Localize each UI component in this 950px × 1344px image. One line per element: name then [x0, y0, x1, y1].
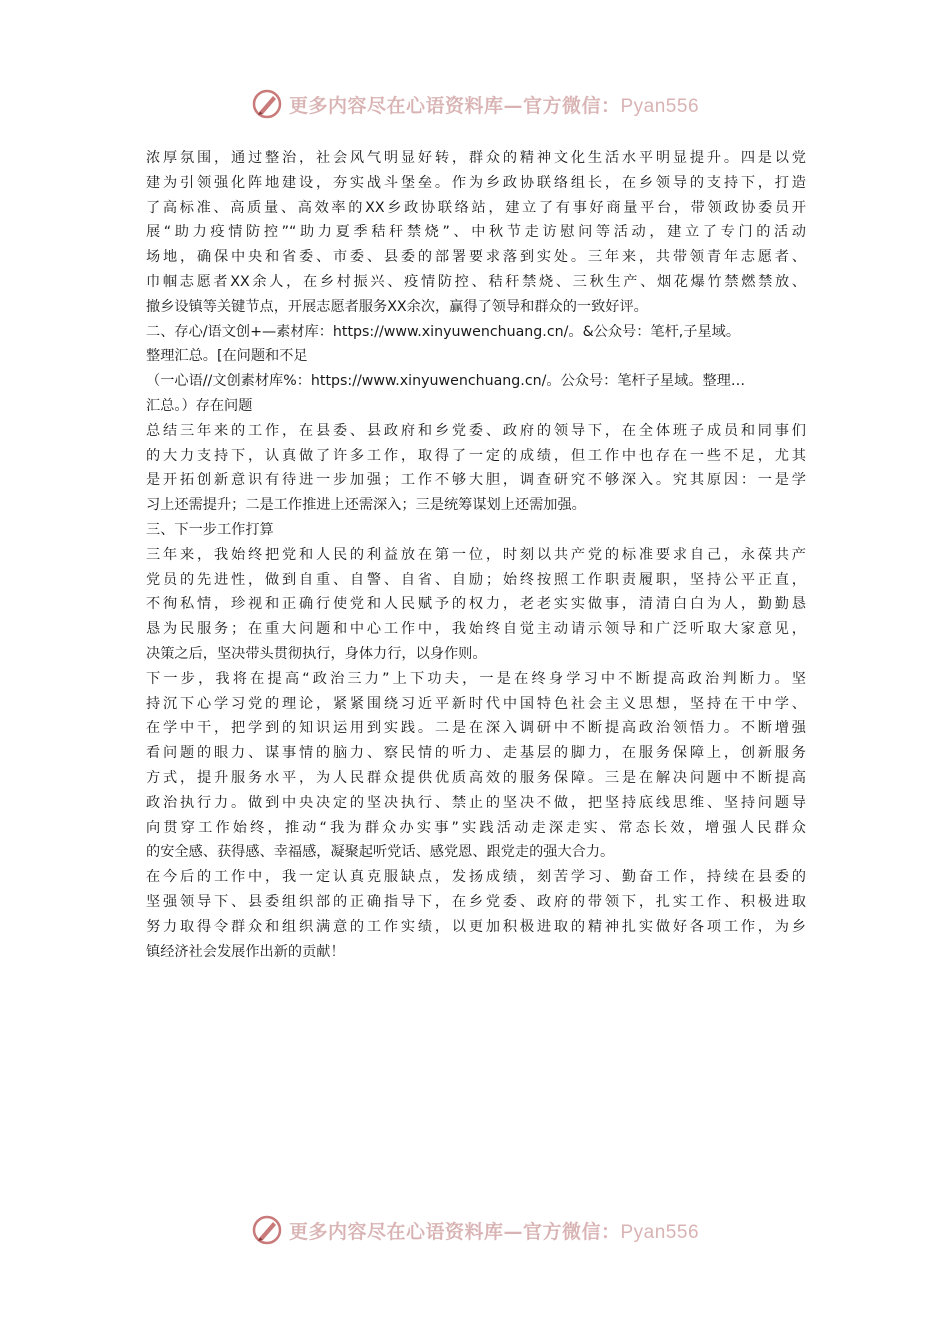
pen-logo-icon	[251, 88, 283, 120]
text-line: 方式，提升服务水平，为人民群众提供优质高效的服务保障。三是在解决问题中不断提高	[146, 769, 806, 786]
text-line: 不徇私情，珍视和正确行使党和人民赋予的权力，老老实实做事，清清白白为人，勤勤恳	[146, 596, 806, 613]
text-line: 浓厚氛围，通过整治，社会风气明显好转，群众的精神文化生活水平明显提升。四是以党	[146, 150, 806, 166]
text-line: 建为引领强化阵地建设，夯实战斗堡垒。作为乡政协联络组长，在乡领导的支持下，打造	[146, 174, 806, 191]
text-line: （一心语//文创素材库%：https://www.xinyuwenchuang.cn/。公众号：笔杆子星域。整理…	[146, 373, 746, 390]
header-banner	[0, 84, 950, 124]
header-banner-handle: Pyan556	[620, 95, 700, 117]
text-line: 看问题的眼力、谋事情的脑力、察民情的听力、走基层的脚力，在服务保障上，创新服务	[146, 745, 806, 762]
footer-banner-text	[289, 1217, 699, 1244]
text-line: 的安全感、获得感、幸福感，凝聚起听党话、感党恩、跟党走的强大合力。	[146, 844, 615, 861]
text-line: 巾帼志愿者XX余人，在乡村振兴、疫情防控、秸秆禁烧、三秋生产、烟花爆竹禁燃禁放、	[146, 273, 806, 290]
text-line: 党员的先进性，做到自重、自警、自省、自励；始终按照工作职责履职，坚持公平正直，	[146, 571, 806, 588]
text-line: 总结三年来的工作，在县委、县政府和乡党委、政府的领导下，在全体班子成员和同事们	[146, 422, 806, 439]
text-line: 持沉下心学习党的理论，紧紧围绕习近平新时代中国特色社会主义思想，坚持在干中学、	[146, 695, 806, 712]
text-line: 三、下一步工作打算	[146, 521, 274, 538]
text-line: 的大力支持下，认真做了许多工作，取得了一定的成绩，但工作中也存在一些不足，尤其	[146, 447, 806, 464]
text-line: 整理汇总。[在问题和不足	[146, 348, 308, 365]
text-line: 向贯穿工作始终，推动“我为群众办实事”实践活动走深走实、常态长效，增强人民群众	[146, 819, 806, 836]
text-line: 坚强领导下、县委组织部的正确指导下，在乡党委、政府的带领下，扎实工作、积极进取	[146, 893, 806, 910]
text-line: 汇总。）存在问题	[146, 397, 253, 414]
text-line: 在今后的工作中，我一定认真克服缺点，发扬成绩，刻苦学习、勤奋工作，持续在县委的	[146, 869, 806, 886]
header-banner-text	[289, 91, 699, 118]
document-body	[146, 146, 806, 964]
footer-banner-sub: 官方微信：	[522, 1220, 621, 1243]
header-banner-sub: 官方微信：	[522, 94, 621, 117]
pen-logo-icon	[251, 1214, 283, 1246]
text-line: 展“助力疫情防控”“助力夏季秸秆禁烧”、中秋节走访慰问等活动，建立了专门的活动	[146, 224, 806, 241]
header-banner-main: 更多内容尽在心语资料库—	[288, 94, 523, 117]
text-line: 了高标准、高质量、高效率的XX乡政协联络站，建立了有事好商量平台，带领政协委员开	[146, 199, 806, 216]
text-line: 三年来，我始终把党和人民的利益放在第一位，时刻以共产党的标准要求自己，永葆共产	[146, 546, 806, 563]
footer-banner-handle: Pyan556	[620, 1221, 700, 1243]
text-line: 场地，确保中央和省委、市委、县委的部署要求落到实处。三年来，共带领青年志愿者、	[146, 249, 806, 266]
text-line: 习上还需提升；二是工作推进上还需深入；三是统筹谋划上还需加强。	[146, 497, 586, 514]
footer-banner-main: 更多内容尽在心语资料库—	[288, 1220, 523, 1243]
footer-banner	[0, 1210, 950, 1250]
text-line: 撤乡设镇等关键节点，开展志愿者服务XX余次，赢得了领导和群众的一致好评。	[146, 298, 648, 315]
text-line: 是开拓创新意识有待进一步加强；工作不够大胆，调查研究不够深入。究其原因：一是学	[146, 472, 806, 489]
text-line: 下一步，我将在提高“政治三力”上下功夫，一是在终身学习中不断提高政治判断力。坚	[146, 670, 806, 687]
text-line: 镇经济社会发展作出新的贡献！	[146, 943, 345, 960]
text-line: 政治执行力。做到中央决定的坚决执行、禁止的坚决不做，把坚持底线思维、坚持问题导	[146, 794, 806, 811]
text-line: 恳为民服务；在重大问题和中心工作中，我始终自觉主动请示领导和广泛听取大家意见，	[146, 621, 806, 638]
text-line: 努力取得令群众和组织满意的工作实绩，以更加积极进取的精神扎实做好各项工作，为乡	[146, 918, 806, 935]
text-line: 二、存心/语文创+—素材库：https://www.xinyuwenchuang.cn/。&公众号：笔杆,子星域。	[146, 323, 741, 340]
text-line: 决策之后，坚决带头贯彻执行，身体力行，以身作则。	[146, 645, 487, 662]
text-line: 在学中干，把学到的知识运用到实践。二是在深入调研中不断提高政治领悟力。不断增强	[146, 720, 806, 737]
